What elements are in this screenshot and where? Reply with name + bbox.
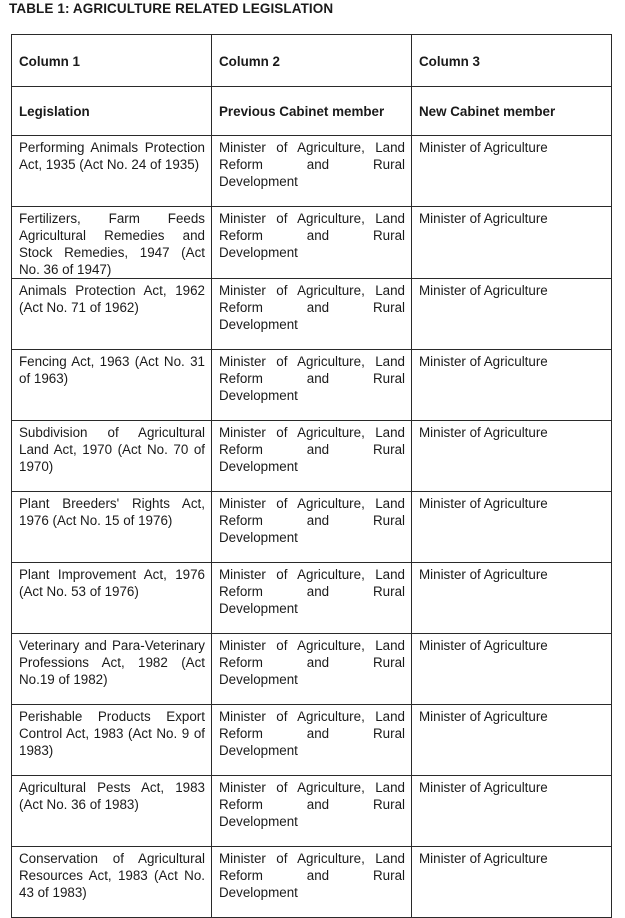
new-member-cell: Minister of Agriculture [412,563,612,634]
table-row [12,705,612,776]
new-member-cell: Minister of Agriculture [412,776,612,847]
new-member-cell: Minister of Agriculture [412,705,612,776]
previous-member-cell: Minister of Agriculture, Land Reform and Rural Development [212,136,412,207]
legislation-cell: Conservation of Agricultural Resources Act, 1983 (Act No. 43 of 1983) [12,847,212,918]
new-member-cell: Minister of Agriculture [412,421,612,492]
table-row [12,776,612,847]
column-1-heading: Column 1 [12,35,212,87]
previous-member-cell: Minister of Agriculture, Land Reform and Rural Development [212,776,412,847]
new-cabinet-member-header: New Cabinet member [412,87,612,136]
legislation-cell: Fertilizers, Farm Feeds Agricultural Remedies and Stock Remedies, 1947 (Act No. 36 of 1947) [12,207,212,279]
previous-member-cell: Minister of Agriculture, Land Reform and Rural Development [212,207,412,279]
new-member-cell: Minister of Agriculture [412,634,612,705]
column-number-row [12,35,612,87]
column-2-heading: Column 2 [212,35,412,87]
new-member-cell: Minister of Agriculture [412,279,612,350]
table-row [12,279,612,350]
legislation-table [11,34,612,918]
legislation-cell: Performing Animals Protection Act, 1935 (Act No. 24 of 1935) [12,136,212,207]
legislation-cell: Fencing Act, 1963 (Act No. 31 of 1963) [12,350,212,421]
new-member-cell: Minister of Agriculture [412,492,612,563]
legislation-cell: Veterinary and Para-Veterinary Professions Act, 1982 (Act No.19 of 1982) [12,634,212,705]
new-member-cell: Minister of Agriculture [412,847,612,918]
previous-cabinet-member-header: Previous Cabinet member [212,87,412,136]
legislation-cell: Perishable Products Export Control Act, 1983 (Act No. 9 of 1983) [12,705,212,776]
legislation-cell: Plant Breeders' Rights Act, 1976 (Act No. 15 of 1976) [12,492,212,563]
table-row [12,350,612,421]
legislation-cell: Agricultural Pests Act, 1983 (Act No. 36 of 1983) [12,776,212,847]
new-member-cell: Minister of Agriculture [412,136,612,207]
previous-member-cell: Minister of Agriculture, Land Reform and Rural Development [212,847,412,918]
legislation-header: Legislation [12,87,212,136]
page-title: TABLE 1: AGRICULTURE RELATED LEGISLATION [9,1,334,16]
new-member-cell: Minister of Agriculture [412,350,612,421]
previous-member-cell: Minister of Agriculture, Land Reform and Rural Development [212,279,412,350]
table-row [12,563,612,634]
previous-member-cell: Minister of Agriculture, Land Reform and Rural Development [212,634,412,705]
legislation-cell: Plant Improvement Act, 1976 (Act No. 53 of 1976) [12,563,212,634]
previous-member-cell: Minister of Agriculture, Land Reform and Rural Development [212,705,412,776]
previous-member-cell: Minister of Agriculture, Land Reform and Rural Development [212,421,412,492]
table-row [12,207,612,279]
legislation-cell: Animals Protection Act, 1962 (Act No. 71 of 1962) [12,279,212,350]
previous-member-cell: Minister of Agriculture, Land Reform and Rural Development [212,563,412,634]
table-row [12,136,612,207]
new-member-cell: Minister of Agriculture [412,207,612,279]
legislation-cell: Subdivision of Agricultural Land Act, 1970 (Act No. 70 of 1970) [12,421,212,492]
table-row [12,847,612,918]
previous-member-cell: Minister of Agriculture, Land Reform and Rural Development [212,350,412,421]
table-row [12,421,612,492]
previous-member-cell: Minister of Agriculture, Land Reform and Rural Development [212,492,412,563]
column-3-heading: Column 3 [412,35,612,87]
table-body [12,35,612,918]
table-row [12,492,612,563]
table-row [12,634,612,705]
header-row [12,87,612,136]
